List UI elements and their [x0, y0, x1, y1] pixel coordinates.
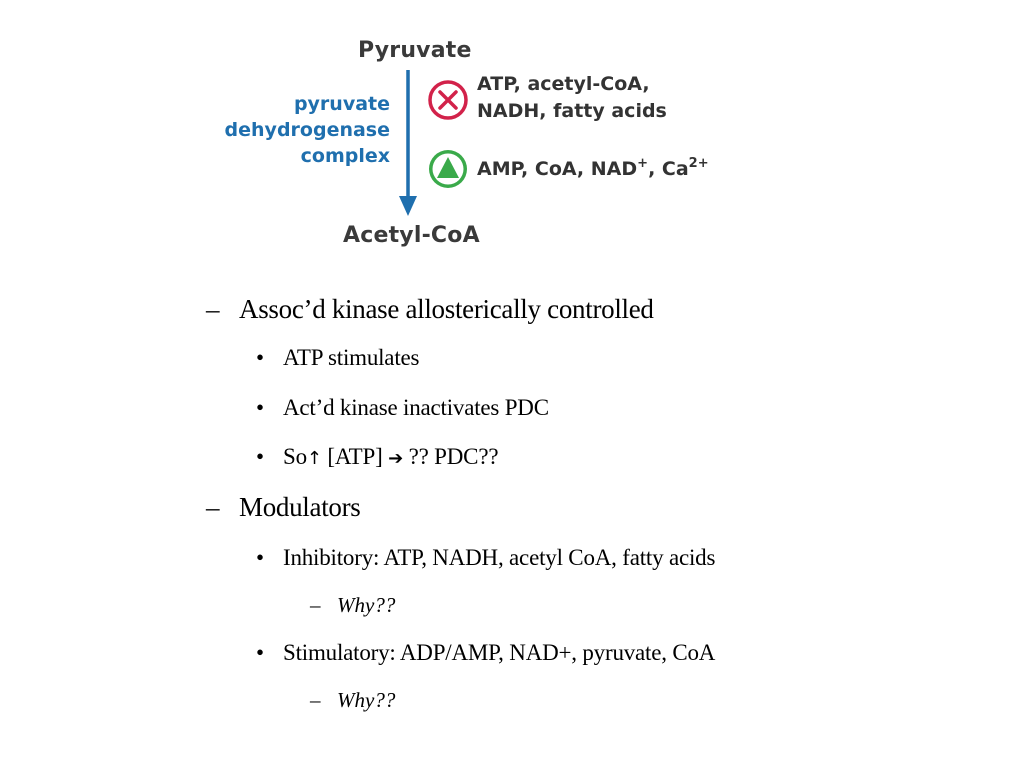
text-fragment: ?? PDC?? — [408, 444, 499, 469]
dash-marker: – — [310, 593, 321, 617]
product-label: Acetyl-CoA — [343, 223, 480, 248]
outline-subitem-text: Inhibitory: ATP, NADH, acetyl CoA, fatty acids — [283, 545, 716, 570]
dash-marker: – — [310, 688, 321, 712]
substrate-label: Pyruvate — [358, 38, 472, 63]
dash-marker: – — [206, 294, 220, 324]
bullet-marker: • — [256, 395, 264, 420]
text-fragment: [ATP] — [327, 444, 383, 469]
up-arrow-icon: ↑ — [306, 448, 322, 469]
dash-marker: – — [206, 492, 220, 522]
activators-superscript: + — [637, 156, 649, 171]
outline-subitem-text: Stimulatory: ADP/AMP, NAD+, pyruvate, CoA — [283, 640, 716, 665]
enzyme-line: complex — [300, 145, 390, 167]
activators-text: , Ca — [648, 158, 689, 180]
bullet-marker: • — [256, 444, 264, 469]
outline-subitem-text — [283, 444, 498, 470]
outline-subsubitem-text: Why?? — [337, 688, 396, 712]
enzyme-line: pyruvate — [293, 93, 390, 115]
outline-subitem-text: Act’d kinase inactivates PDC — [283, 395, 549, 420]
outline-item-text: Modulators — [239, 492, 361, 522]
outline-subitem-text: ATP stimulates — [283, 345, 420, 370]
bullet-marker: • — [256, 545, 264, 570]
enzyme-line: dehydrogenase — [224, 119, 390, 141]
activators-text: AMP, CoA, NAD — [477, 158, 638, 180]
activators-superscript: 2+ — [688, 156, 709, 171]
outline-item-text: Assoc’d kinase allosterically controlled — [239, 294, 654, 324]
text-fragment: So — [283, 444, 307, 469]
inhibitors-line: NADH, fatty acids — [477, 100, 667, 122]
right-arrow-icon: ➔ — [388, 448, 404, 469]
bullet-marker: • — [256, 640, 264, 665]
bullet-marker: • — [256, 345, 264, 370]
inhibitors-line: ATP, acetyl-CoA, — [477, 73, 650, 95]
outline-subsubitem-text: Why?? — [337, 593, 396, 617]
